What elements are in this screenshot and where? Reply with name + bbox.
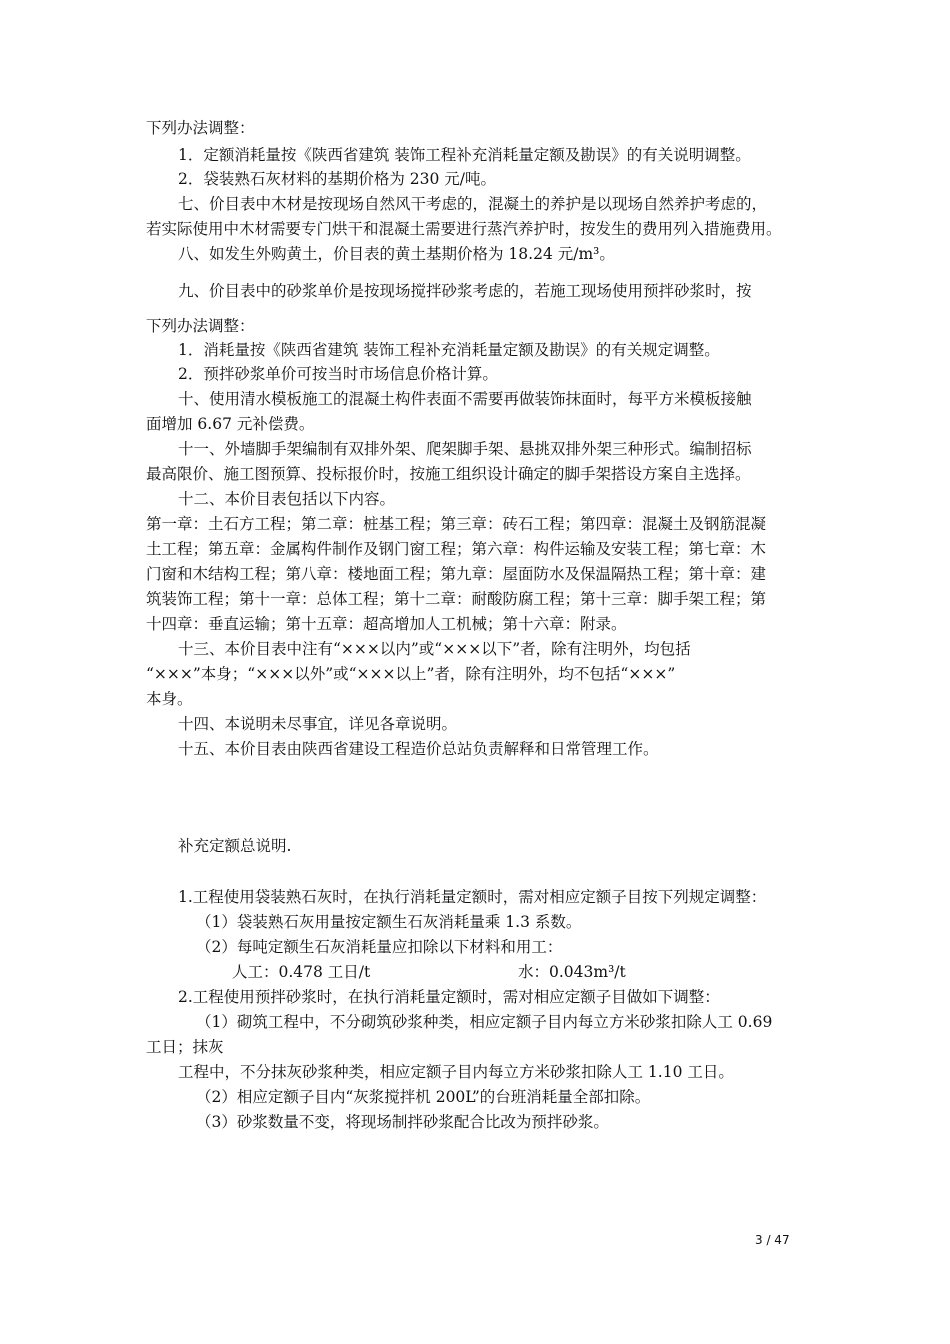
section1-item-1: 1．定额消耗量按《陕西省建筑 装饰工程补充消耗量定额及勘误》的有关说明调整。 <box>178 146 751 164</box>
water-deduction: 水：0.043m³/t <box>518 963 626 981</box>
para12-line-4: 筑装饰工程；第十一章：总体工程；第十二章：耐酸防腐工程；第十三章：脚手架工程；第 <box>146 590 767 608</box>
para7-line-1: 七、价目表中木材是按现场自然风干考虑的，混凝土的养护是以现场自然养护考虑的， <box>178 195 768 213</box>
supplement-item-2-sub-1c: 工程中，不分抹灰砂浆种类，相应定额子目内每立方米砂浆扣除人工 1.10 工日。 <box>178 1063 734 1081</box>
supplement-item-2-sub-1a: （1）砌筑工程中，不分砌筑砂浆种类，相应定额子目内每立方米砂浆扣除人工 0.69 <box>196 1013 773 1031</box>
para11-line-2: 最高限价、施工图预算、投标报价时，按施工组织设计确定的脚手架搭设方案自主选择。 <box>146 465 751 483</box>
para13-line-2: “×××”本身；“×××以外”或“×××以上”者，除有注明外，均不包括“×××” <box>146 665 676 683</box>
para15: 十五、本价目表由陕西省建设工程造价总站负责解释和日常管理工作。 <box>178 740 659 758</box>
para13-line-3: 本身。 <box>146 690 193 708</box>
page-number: 3 / 47 <box>755 1233 790 1247</box>
para12-line-5: 十四章：垂直运输；第十五章：超高增加人工机械；第十六章：附录。 <box>146 615 627 633</box>
supplement-item-2-sub-2: （2）相应定额子目内“灰浆搅拌机 200L”的台班消耗量全部扣除。 <box>196 1088 651 1106</box>
para9-item-2: 2．预拌砂浆单价可按当时市场信息价格计算。 <box>178 365 498 383</box>
supplement-title: 补充定额总说明. <box>178 837 292 855</box>
para13-line-1: 十三、本价目表中注有“×××以内”或“×××以下”者，除有注明外，均包括 <box>178 640 691 658</box>
section1-lead: 下列办法调整： <box>146 119 255 137</box>
para10-line-1: 十、使用清水模板施工的混凝土构件表面不需要再做装饰抹面时，每平方米模板接触 <box>178 390 752 408</box>
para12-line-3: 门窗和木结构工程；第八章：楼地面工程；第九章：屋面防水及保温隔热工程；第十章：建 <box>146 565 767 583</box>
para12-line-2: 土工程；第五章：金属构件制作及钢门窗工程；第六章：构件运输及安装工程；第七章：木 <box>146 540 767 558</box>
para8: 八、如发生外购黄土，价目表的黄土基期价格为 18.24 元/m³。 <box>178 245 615 263</box>
para11-line-1: 十一、外墙脚手架编制有双排外架、爬架脚手架、悬挑双排外架三种形式。编制招标 <box>178 440 752 458</box>
supplement-item-1-sub-2: （2）每吨定额生石灰消耗量应扣除以下材料和用工： <box>196 938 563 956</box>
supplement-item-1: 1.工程使用袋装熟石灰时，在执行消耗量定额时，需对相应定额子目按下列规定调整： <box>178 888 767 906</box>
supplement-item-2-sub-1b: 工日；抹灰 <box>146 1038 224 1056</box>
para10-line-2: 面增加 6.67 元补偿费。 <box>146 415 315 433</box>
para7-line-2: 若实际使用中木材需要专门烘干和混凝土需要进行蒸汽养护时，按发生的费用列入措施费用。 <box>146 220 782 238</box>
supplement-item-2: 2.工程使用预拌砂浆时，在执行消耗量定额时，需对相应定额子目做如下调整： <box>178 988 720 1006</box>
labor-deduction: 人工：0.478 工日/t <box>232 963 371 981</box>
para12-title: 十二、本价目表包括以下内容。 <box>178 490 396 508</box>
para9-text: 九、价目表中的砂浆单价是按现场搅拌砂浆考虑的，若施工现场使用预拌砂浆时，按 <box>178 282 752 300</box>
para9-item-1: 1．消耗量按《陕西省建筑 装饰工程补充消耗量定额及勘误》的有关规定调整。 <box>178 341 720 359</box>
supplement-item-1-sub-1: （1）袋装熟石灰用量按定额生石灰消耗量乘 1.3 系数。 <box>196 913 582 931</box>
para9-lead: 下列办法调整： <box>146 317 255 335</box>
para14: 十四、本说明未尽事宜，详见各章说明。 <box>178 715 458 733</box>
para12-line-1: 第一章：土石方工程；第二章：桩基工程；第三章：砖石工程；第四章：混凝土及钢筋混凝 <box>146 515 767 533</box>
section1-item-2: 2．袋装熟石灰材料的基期价格为 230 元/吨。 <box>178 170 497 188</box>
supplement-item-2-sub-3: （3）砂浆数量不变，将现场制拌砂浆配合比改为预拌砂浆。 <box>196 1113 609 1131</box>
